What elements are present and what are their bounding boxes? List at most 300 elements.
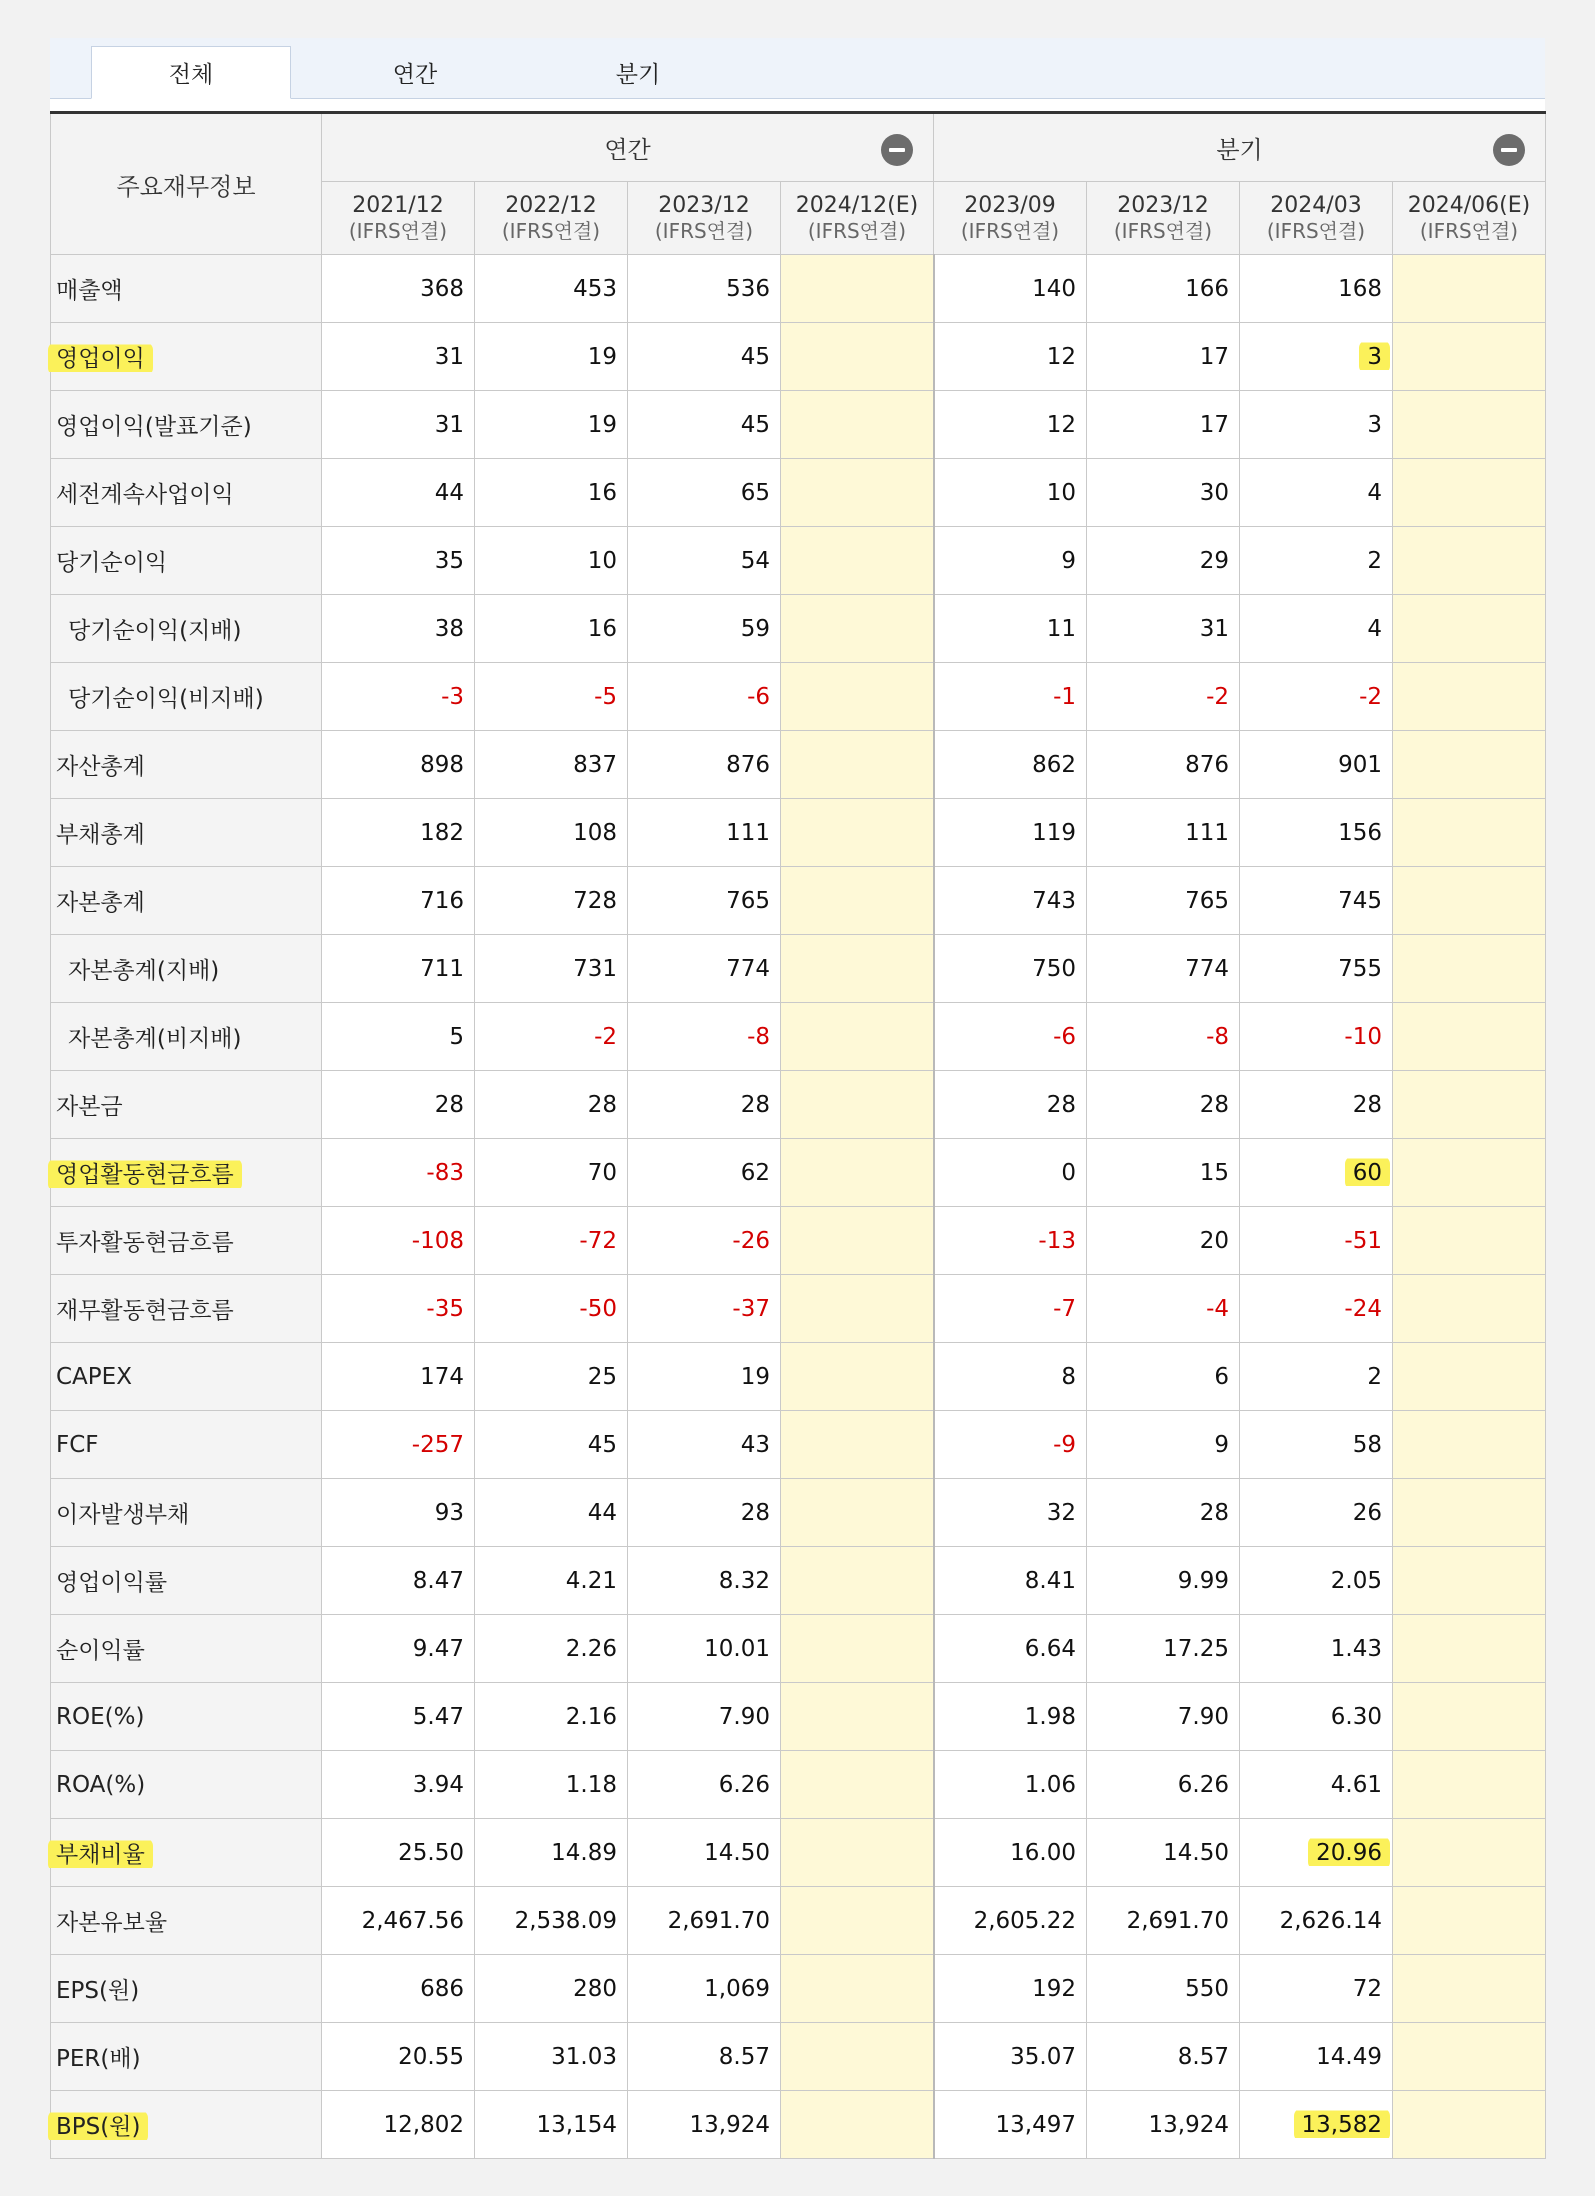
group-quarterly-label: 분기	[1216, 136, 1263, 164]
value-cell	[322, 595, 475, 663]
value-cell	[1087, 1479, 1240, 1547]
table-row	[51, 1411, 1546, 1479]
row-label[interactable]	[51, 867, 322, 935]
value-cell	[475, 459, 628, 527]
value-cell	[475, 527, 628, 595]
row-label[interactable]	[51, 2023, 322, 2091]
row-label[interactable]	[51, 1275, 322, 1343]
table-row	[51, 2023, 1546, 2091]
value-cell	[1240, 1615, 1393, 1683]
collapse-annual-icon[interactable]	[881, 134, 913, 166]
cell-value: 13,924	[1148, 2111, 1229, 2138]
estimate-cell	[1393, 731, 1546, 799]
cell-value: 876	[1185, 751, 1229, 778]
table-row	[51, 1615, 1546, 1683]
value-cell	[322, 1071, 475, 1139]
value-cell	[475, 1207, 628, 1275]
value-cell	[1240, 1955, 1393, 2023]
cell-value: 19	[587, 343, 617, 370]
value-cell	[628, 1887, 781, 1955]
row-label[interactable]	[51, 1683, 322, 1751]
cell-value: 12	[1046, 411, 1076, 438]
period-header-estimate: 2024/06(E) (IFRS연결)	[1393, 182, 1546, 255]
row-label[interactable]	[51, 799, 322, 867]
cell-value: 1.18	[565, 1771, 617, 1798]
cell-value: 2.05	[1330, 1567, 1382, 1594]
estimate-cell	[781, 527, 934, 595]
table-row	[51, 1003, 1546, 1071]
cell-value: 3	[1359, 340, 1390, 374]
cell-value: 2.26	[565, 1635, 617, 1662]
cell-value: 4.21	[565, 1567, 617, 1594]
value-cell	[1087, 1003, 1240, 1071]
value-cell	[475, 1955, 628, 2023]
estimate-cell	[781, 1411, 934, 1479]
cell-value: 17	[1199, 411, 1229, 438]
value-cell	[322, 1479, 475, 1547]
value-cell	[934, 1615, 1087, 1683]
table-row	[51, 1207, 1546, 1275]
tab-annual[interactable]: 연간	[392, 61, 438, 88]
cell-value: 17.25	[1163, 1635, 1229, 1662]
value-cell	[934, 527, 1087, 595]
value-cell	[1240, 1003, 1393, 1071]
value-cell	[934, 1479, 1087, 1547]
table-row	[51, 527, 1546, 595]
estimate-cell	[1393, 323, 1546, 391]
row-label[interactable]	[51, 1751, 322, 1819]
row-label[interactable]	[51, 1003, 322, 1071]
value-cell	[1240, 1207, 1393, 1275]
row-label[interactable]	[51, 1819, 322, 1887]
table-row	[51, 459, 1546, 527]
row-label[interactable]	[51, 255, 322, 323]
value-cell	[934, 663, 1087, 731]
table-row	[51, 1683, 1546, 1751]
value-cell	[475, 935, 628, 1003]
row-label-text: 세전계속사업이익	[56, 482, 234, 508]
table-row	[51, 663, 1546, 731]
row-label[interactable]	[51, 1955, 322, 2023]
tab-quarterly[interactable]: 분기	[615, 61, 661, 88]
cell-value: -2	[594, 1023, 617, 1050]
row-label-text: 투자활동현금흐름	[56, 1230, 234, 1256]
row-label-text: 부채총계	[56, 822, 145, 848]
value-cell	[1087, 1547, 1240, 1615]
value-cell	[934, 1955, 1087, 2023]
row-label[interactable]	[51, 731, 322, 799]
cell-value: 2,538.09	[514, 1907, 617, 1934]
cell-value: 774	[1185, 955, 1229, 982]
value-cell	[322, 867, 475, 935]
value-cell	[322, 1615, 475, 1683]
estimate-cell	[1393, 2023, 1546, 2091]
cell-value: -1	[1053, 683, 1076, 710]
value-cell	[628, 1819, 781, 1887]
value-cell	[934, 255, 1087, 323]
cell-value: 9.99	[1177, 1567, 1229, 1594]
cell-value: -3	[441, 683, 464, 710]
row-label[interactable]	[51, 1887, 322, 1955]
cell-value: 17	[1199, 343, 1229, 370]
value-cell	[628, 1683, 781, 1751]
cell-value: -8	[1206, 1023, 1229, 1050]
value-cell	[322, 391, 475, 459]
row-label-text: CAPEX	[56, 1363, 132, 1390]
value-cell	[1240, 731, 1393, 799]
cell-value: 20.55	[398, 2043, 464, 2070]
value-cell	[628, 731, 781, 799]
value-cell	[934, 1003, 1087, 1071]
tab-all[interactable]: 전체	[91, 46, 291, 99]
value-cell	[628, 1207, 781, 1275]
value-cell	[934, 1683, 1087, 1751]
row-label-text: 영업이익	[48, 342, 153, 376]
row-label-text: EPS(원)	[56, 1978, 140, 2004]
value-cell	[475, 391, 628, 459]
cell-value: 19	[587, 411, 617, 438]
value-cell	[322, 935, 475, 1003]
estimate-cell	[781, 1003, 934, 1071]
cell-value: 15	[1199, 1159, 1229, 1186]
value-cell	[1087, 935, 1240, 1003]
row-label-text: 영업이익(발표기준)	[56, 414, 252, 440]
value-cell	[475, 1003, 628, 1071]
cell-value: 6.26	[1177, 1771, 1229, 1798]
cell-value: 70	[587, 1159, 617, 1186]
row-label[interactable]	[51, 1343, 322, 1411]
value-cell	[322, 1547, 475, 1615]
cell-value: 765	[1185, 887, 1229, 914]
tab-bar	[50, 38, 1545, 99]
value-cell	[934, 2023, 1087, 2091]
cell-value: 28	[740, 1499, 770, 1526]
value-cell	[934, 595, 1087, 663]
cell-value: 28	[740, 1091, 770, 1118]
estimate-cell	[1393, 799, 1546, 867]
value-cell	[322, 1683, 475, 1751]
value-cell	[1240, 2023, 1393, 2091]
estimate-cell	[1393, 1139, 1546, 1207]
estimate-cell	[781, 1819, 934, 1887]
cell-value: -10	[1344, 1023, 1382, 1050]
value-cell	[934, 1343, 1087, 1411]
value-cell	[322, 731, 475, 799]
cell-value: 755	[1338, 955, 1382, 982]
row-label[interactable]	[51, 1207, 322, 1275]
cell-value: 6.26	[718, 1771, 770, 1798]
cell-value: 29	[1199, 547, 1229, 574]
row-label[interactable]	[51, 459, 322, 527]
value-cell	[475, 1683, 628, 1751]
cell-value: 35.07	[1010, 2043, 1076, 2070]
value-cell	[1087, 663, 1240, 731]
cell-value: 14.50	[704, 1839, 770, 1866]
financial-table	[50, 111, 1546, 2159]
value-cell	[1240, 799, 1393, 867]
cell-value: 550	[1185, 1975, 1229, 2002]
row-label[interactable]	[51, 663, 322, 731]
cell-value: 2,691.70	[1126, 1907, 1229, 1934]
estimate-cell	[1393, 527, 1546, 595]
value-cell	[475, 2091, 628, 2159]
cell-value: -257	[411, 1431, 464, 1458]
estimate-cell	[781, 1615, 934, 1683]
cell-value: 1.98	[1024, 1703, 1076, 1730]
period-header-estimate: 2024/12(E) (IFRS연결)	[781, 182, 934, 255]
value-cell	[1087, 255, 1240, 323]
cell-value: 111	[1185, 819, 1229, 846]
cell-value: 35	[434, 547, 464, 574]
row-label-text: 자본총계(지배)	[68, 958, 220, 984]
estimate-cell	[1393, 459, 1546, 527]
cell-value: 9	[1214, 1431, 1229, 1458]
estimate-cell	[781, 1887, 934, 1955]
estimate-cell	[781, 1479, 934, 1547]
value-cell	[1240, 935, 1393, 1003]
row-label-text: 당기순이익(지배)	[68, 618, 242, 644]
estimate-cell	[781, 1275, 934, 1343]
row-label[interactable]	[51, 527, 322, 595]
value-cell	[475, 595, 628, 663]
table-row	[51, 1819, 1546, 1887]
value-cell	[934, 1819, 1087, 1887]
value-cell	[1087, 1887, 1240, 1955]
value-cell	[934, 935, 1087, 1003]
value-cell	[1087, 1751, 1240, 1819]
cell-value: 774	[726, 955, 770, 982]
cell-value: 43	[740, 1431, 770, 1458]
table-row	[51, 935, 1546, 1003]
value-cell	[322, 1887, 475, 1955]
estimate-cell	[781, 1683, 934, 1751]
table-row	[51, 255, 1546, 323]
value-cell	[1240, 663, 1393, 731]
estimate-cell	[1393, 1887, 1546, 1955]
value-cell	[1087, 2023, 1240, 2091]
value-cell	[934, 799, 1087, 867]
value-cell	[1087, 595, 1240, 663]
period-header: 2023/09 (IFRS연결)	[934, 182, 1087, 255]
cell-value: 1.43	[1330, 1635, 1382, 1662]
period-header: 2024/03 (IFRS연결)	[1240, 182, 1393, 255]
collapse-quarterly-icon[interactable]	[1493, 134, 1525, 166]
cell-value: -51	[1344, 1227, 1382, 1254]
value-cell	[1240, 255, 1393, 323]
value-cell	[628, 1139, 781, 1207]
value-cell	[475, 1547, 628, 1615]
cell-value: 2.16	[565, 1703, 617, 1730]
row-label-text: 영업이익률	[56, 1570, 168, 1596]
estimate-cell	[1393, 595, 1546, 663]
cell-value: 38	[434, 615, 464, 642]
cell-value: 28	[434, 1091, 464, 1118]
row-label-text: BPS(원)	[48, 2110, 148, 2144]
value-cell	[1240, 1411, 1393, 1479]
value-cell	[934, 1139, 1087, 1207]
cell-value: 2,467.56	[361, 1907, 464, 1934]
value-cell	[322, 1955, 475, 2023]
cell-value: 13,924	[689, 2111, 770, 2138]
value-cell	[322, 1751, 475, 1819]
cell-value: 453	[573, 275, 617, 302]
cell-value: 3.94	[412, 1771, 464, 1798]
value-cell	[628, 1751, 781, 1819]
cell-value: 711	[420, 955, 464, 982]
cell-value: -6	[747, 683, 770, 710]
cell-value: 31	[434, 411, 464, 438]
row-label[interactable]	[51, 323, 322, 391]
value-cell	[1240, 323, 1393, 391]
period-header: 2022/12 (IFRS연결)	[475, 182, 628, 255]
value-cell	[322, 2091, 475, 2159]
row-label[interactable]	[51, 391, 322, 459]
value-cell	[1087, 1275, 1240, 1343]
cell-value: 65	[740, 479, 770, 506]
value-cell	[1240, 867, 1393, 935]
row-label-text: 매출액	[56, 278, 123, 304]
value-cell	[1240, 391, 1393, 459]
value-cell	[628, 2023, 781, 2091]
estimate-cell	[781, 1207, 934, 1275]
estimate-cell	[1393, 1003, 1546, 1071]
value-cell	[1087, 1683, 1240, 1751]
cell-value: 862	[1032, 751, 1076, 778]
row-label-text: 영업활동현금흐름	[48, 1158, 242, 1192]
cell-value: 93	[434, 1499, 464, 1526]
value-cell	[475, 1343, 628, 1411]
row-label[interactable]	[51, 1479, 322, 1547]
cell-value: -9	[1053, 1431, 1076, 1458]
value-cell	[628, 1955, 781, 2023]
value-cell	[475, 731, 628, 799]
cell-value: 8.57	[718, 2043, 770, 2070]
cell-value: -2	[1206, 683, 1229, 710]
value-cell	[322, 2023, 475, 2091]
value-cell	[475, 1139, 628, 1207]
value-cell	[934, 1275, 1087, 1343]
row-label[interactable]	[51, 1615, 322, 1683]
cell-value: 20.96	[1308, 1836, 1390, 1870]
value-cell	[322, 1139, 475, 1207]
value-cell	[934, 731, 1087, 799]
cell-value: 686	[420, 1975, 464, 2002]
value-cell	[1087, 1615, 1240, 1683]
row-label[interactable]	[51, 935, 322, 1003]
row-label-text: PER(배)	[56, 2046, 141, 2072]
row-label[interactable]	[51, 1411, 322, 1479]
table-row	[51, 867, 1546, 935]
cell-value: 174	[420, 1363, 464, 1390]
value-cell	[628, 323, 781, 391]
cell-value: 837	[573, 751, 617, 778]
value-cell	[322, 459, 475, 527]
cell-value: 8.47	[412, 1567, 464, 1594]
cell-value: -7	[1053, 1295, 1076, 1322]
row-label-text: FCF	[56, 1431, 99, 1458]
row-label[interactable]	[51, 1071, 322, 1139]
table-row	[51, 1343, 1546, 1411]
cell-value: -108	[411, 1227, 464, 1254]
value-cell	[1087, 1343, 1240, 1411]
value-cell	[322, 527, 475, 595]
cell-value: 765	[726, 887, 770, 914]
table-row	[51, 2091, 1546, 2159]
cell-value: 6.64	[1024, 1635, 1076, 1662]
table-row	[51, 1139, 1546, 1207]
cell-value: 16	[587, 479, 617, 506]
table-row	[51, 799, 1546, 867]
value-cell	[475, 663, 628, 731]
cell-value: 59	[740, 615, 770, 642]
cell-value: -24	[1344, 1295, 1382, 1322]
value-cell	[1240, 527, 1393, 595]
cell-value: 8.41	[1024, 1567, 1076, 1594]
value-cell	[628, 1615, 781, 1683]
cell-value: 8	[1061, 1363, 1076, 1390]
value-cell	[1240, 1887, 1393, 1955]
value-cell	[1240, 1479, 1393, 1547]
value-cell	[1087, 1955, 1240, 2023]
cell-value: 60	[1345, 1156, 1390, 1190]
cell-value: 140	[1032, 275, 1076, 302]
value-cell	[934, 1071, 1087, 1139]
estimate-cell	[1393, 255, 1546, 323]
cell-value: 13,497	[995, 2111, 1076, 2138]
value-cell	[628, 1071, 781, 1139]
value-cell	[475, 867, 628, 935]
table-corner-label: 주요재무정보	[51, 113, 322, 255]
value-cell	[475, 1479, 628, 1547]
cell-value: 9.47	[412, 1635, 464, 1662]
value-cell	[475, 1819, 628, 1887]
value-cell	[934, 1887, 1087, 1955]
row-label-text: 당기순이익	[56, 550, 168, 576]
estimate-cell	[781, 1547, 934, 1615]
row-label[interactable]	[51, 1139, 322, 1207]
cell-value: 58	[1352, 1431, 1382, 1458]
value-cell	[628, 935, 781, 1003]
table-row	[51, 1479, 1546, 1547]
cell-value: 28	[1352, 1091, 1382, 1118]
row-label[interactable]	[51, 1547, 322, 1615]
cell-value: 28	[587, 1091, 617, 1118]
estimate-cell	[1393, 935, 1546, 1003]
value-cell	[1240, 2091, 1393, 2159]
cell-value: -13	[1038, 1227, 1076, 1254]
row-label-text: 부채비율	[48, 1838, 153, 1872]
table-row	[51, 1275, 1546, 1343]
estimate-cell	[781, 731, 934, 799]
cell-value: 32	[1046, 1499, 1076, 1526]
value-cell	[1240, 1139, 1393, 1207]
value-cell	[1087, 323, 1240, 391]
cell-value: 536	[726, 275, 770, 302]
estimate-cell	[781, 323, 934, 391]
estimate-cell	[781, 1139, 934, 1207]
value-cell	[628, 459, 781, 527]
estimate-cell	[781, 1751, 934, 1819]
value-cell	[1087, 1071, 1240, 1139]
estimate-cell	[781, 2023, 934, 2091]
value-cell	[322, 1411, 475, 1479]
estimate-cell	[781, 2091, 934, 2159]
row-label[interactable]	[51, 595, 322, 663]
row-label[interactable]	[51, 2091, 322, 2159]
estimate-cell	[1393, 1479, 1546, 1547]
value-cell	[934, 1207, 1087, 1275]
row-label-text: ROA(%)	[56, 1771, 146, 1798]
